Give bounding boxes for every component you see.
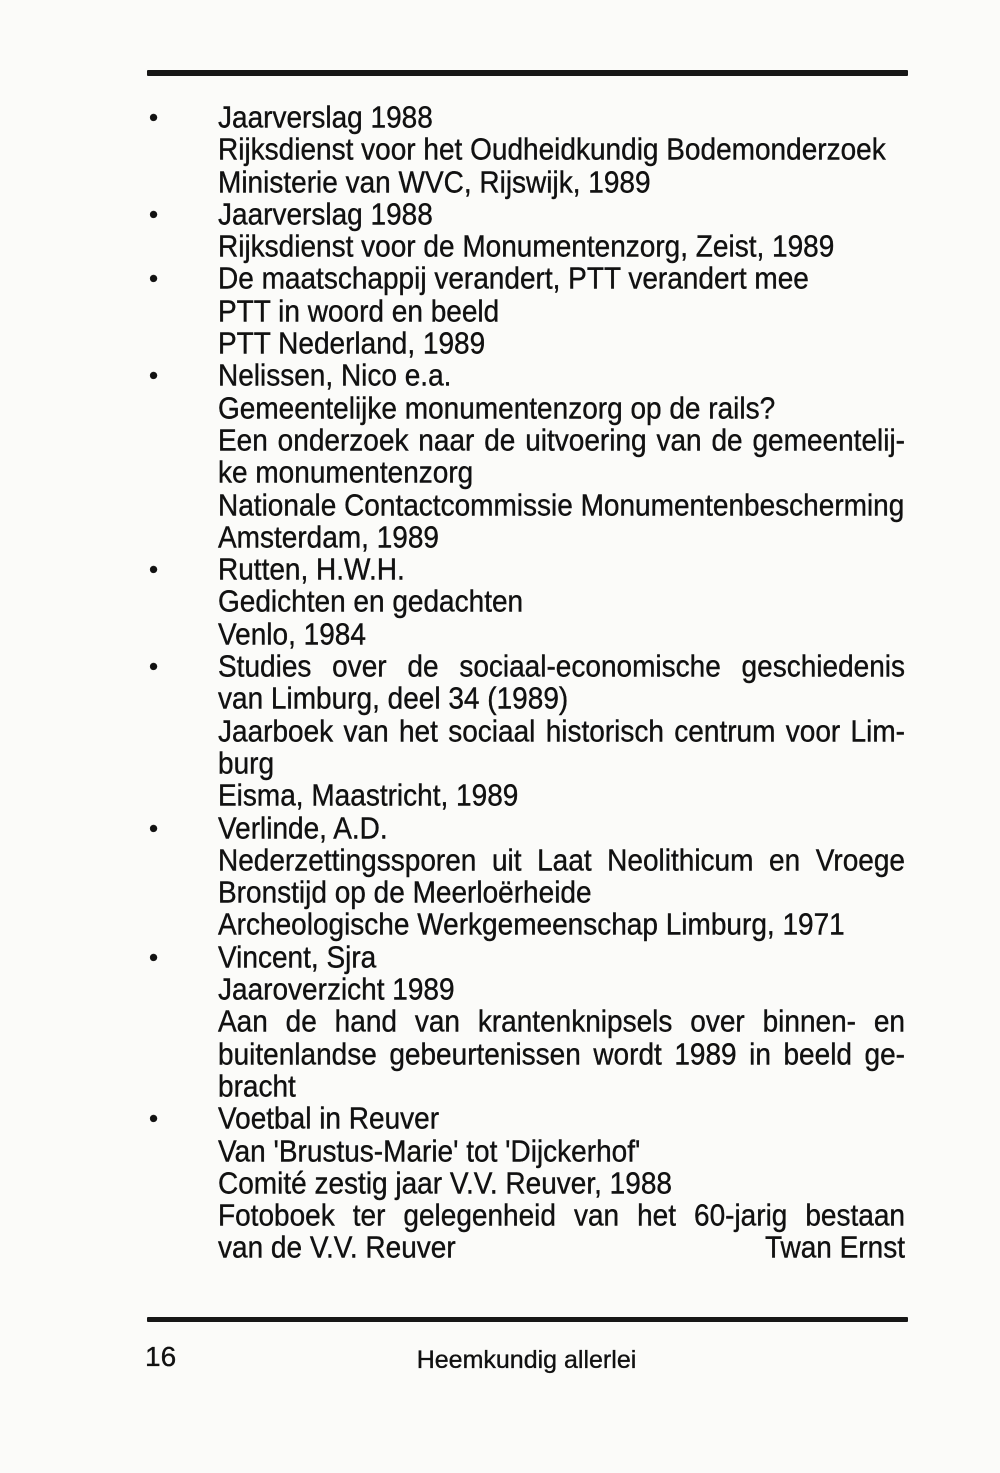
bullet-icon: • <box>149 102 159 132</box>
list-item <box>147 942 905 1103</box>
bullet-icon: • <box>149 554 159 585</box>
entry-line: Vincent, Sjra <box>218 940 377 974</box>
entry-line: De maatschappij verandert, PTT verandert mee <box>218 262 809 296</box>
top-divider <box>147 70 908 76</box>
entry-line: Fotoboek ter gelegenheid van het 60-jarig bestaan <box>218 1198 905 1233</box>
entry-line: Jaarboek van het sociaal historisch centrum voor Lim- <box>218 714 905 748</box>
list-item <box>147 199 905 264</box>
entry-line: van Limburg, deel 34 (1989) <box>218 682 569 716</box>
entry-line: PTT Nederland, 1989 <box>218 326 486 361</box>
entry-line <box>218 1231 905 1266</box>
entry-line: Rutten, H.W.H. <box>218 552 405 587</box>
entry-line: Studies over de sociaal-economische geschiedenis <box>218 649 905 684</box>
list-item <box>147 651 905 812</box>
entry-line: Bronstijd op de Meerloërheide <box>218 875 592 910</box>
entry-line: Venlo, 1984 <box>218 617 366 651</box>
entry-line: Rijksdienst voor het Oudheidkundig Bodemonderzoek <box>218 133 886 167</box>
entry-line: Een onderzoek naar de uitvoering van de gemeentelij- <box>218 423 905 458</box>
bottom-divider <box>147 1317 908 1322</box>
bullet-icon: • <box>149 941 159 972</box>
entry-line: PTT in woord en beeld <box>218 294 500 328</box>
page-footer <box>145 1340 908 1377</box>
entry-line-text: van de V.V. Reuver <box>218 1231 456 1265</box>
entry-line: Gemeentelijke monumentenzorg op de rails? <box>218 391 776 425</box>
bibliography-list <box>147 102 905 1265</box>
entry-line: Jaaroverzicht 1989 <box>218 972 455 1007</box>
entry-line: Jaarverslag 1988 <box>218 100 433 135</box>
bullet-icon: • <box>149 360 159 391</box>
entry-line: Archeologische Werkgemeenschap Limburg, 1971 <box>218 908 845 942</box>
list-item <box>147 813 905 942</box>
entry-line: Nederzettingssporen uit Laat Neolithicum en Vroege <box>218 843 905 878</box>
list-item <box>147 1103 905 1264</box>
entry-line: Comité zestig jaar V.V. Reuver, 1988 <box>218 1166 672 1200</box>
list-item <box>147 263 905 360</box>
entry-line: buitenlandse gebeurtenissen wordt 1989 in beeld ge- <box>218 1037 905 1071</box>
entry-line: Jaarverslag 1988 <box>218 197 433 232</box>
list-item <box>147 554 905 651</box>
entry-line: Eisma, Maastricht, 1989 <box>218 778 519 813</box>
bullet-icon: • <box>149 198 159 229</box>
page-number: 16 <box>145 1341 177 1372</box>
author-credit: Twan Ernst <box>764 1231 905 1265</box>
bullet-icon: • <box>149 263 159 294</box>
entry-line: Van 'Brustus-Marie' tot 'Dijckerhof' <box>218 1134 641 1168</box>
entry-line: Ministerie van WVC, Rijswijk, 1989 <box>218 165 651 199</box>
entry-line: burg <box>218 746 275 781</box>
bullet-icon: • <box>149 1103 159 1134</box>
entry-line: Nelissen, Nico e.a. <box>218 359 452 393</box>
entry-line: Voetbal in Reuver <box>218 1101 440 1136</box>
entry-line: Aan de hand van krantenknipsels over binnen- en <box>218 1005 905 1039</box>
entry-line: Rijksdienst voor de Monumentenzorg, Zeist, 1989 <box>218 229 835 264</box>
bullet-icon: • <box>149 651 159 682</box>
entry-line: Amsterdam, 1989 <box>218 520 439 555</box>
entry-line: ke monumentenzorg <box>218 455 474 490</box>
entry-line: bracht <box>218 1069 296 1104</box>
entry-line: Nationale Contactcommissie Monumentenbescherming <box>218 488 905 522</box>
list-item <box>147 102 905 199</box>
bullet-icon: • <box>149 812 159 843</box>
list-item <box>147 360 905 554</box>
entry-line: Verlinde, A.D. <box>218 811 388 845</box>
journal-title: Heemkundig allerlei <box>416 1346 637 1374</box>
entry-line: Gedichten en gedachten <box>218 585 524 619</box>
